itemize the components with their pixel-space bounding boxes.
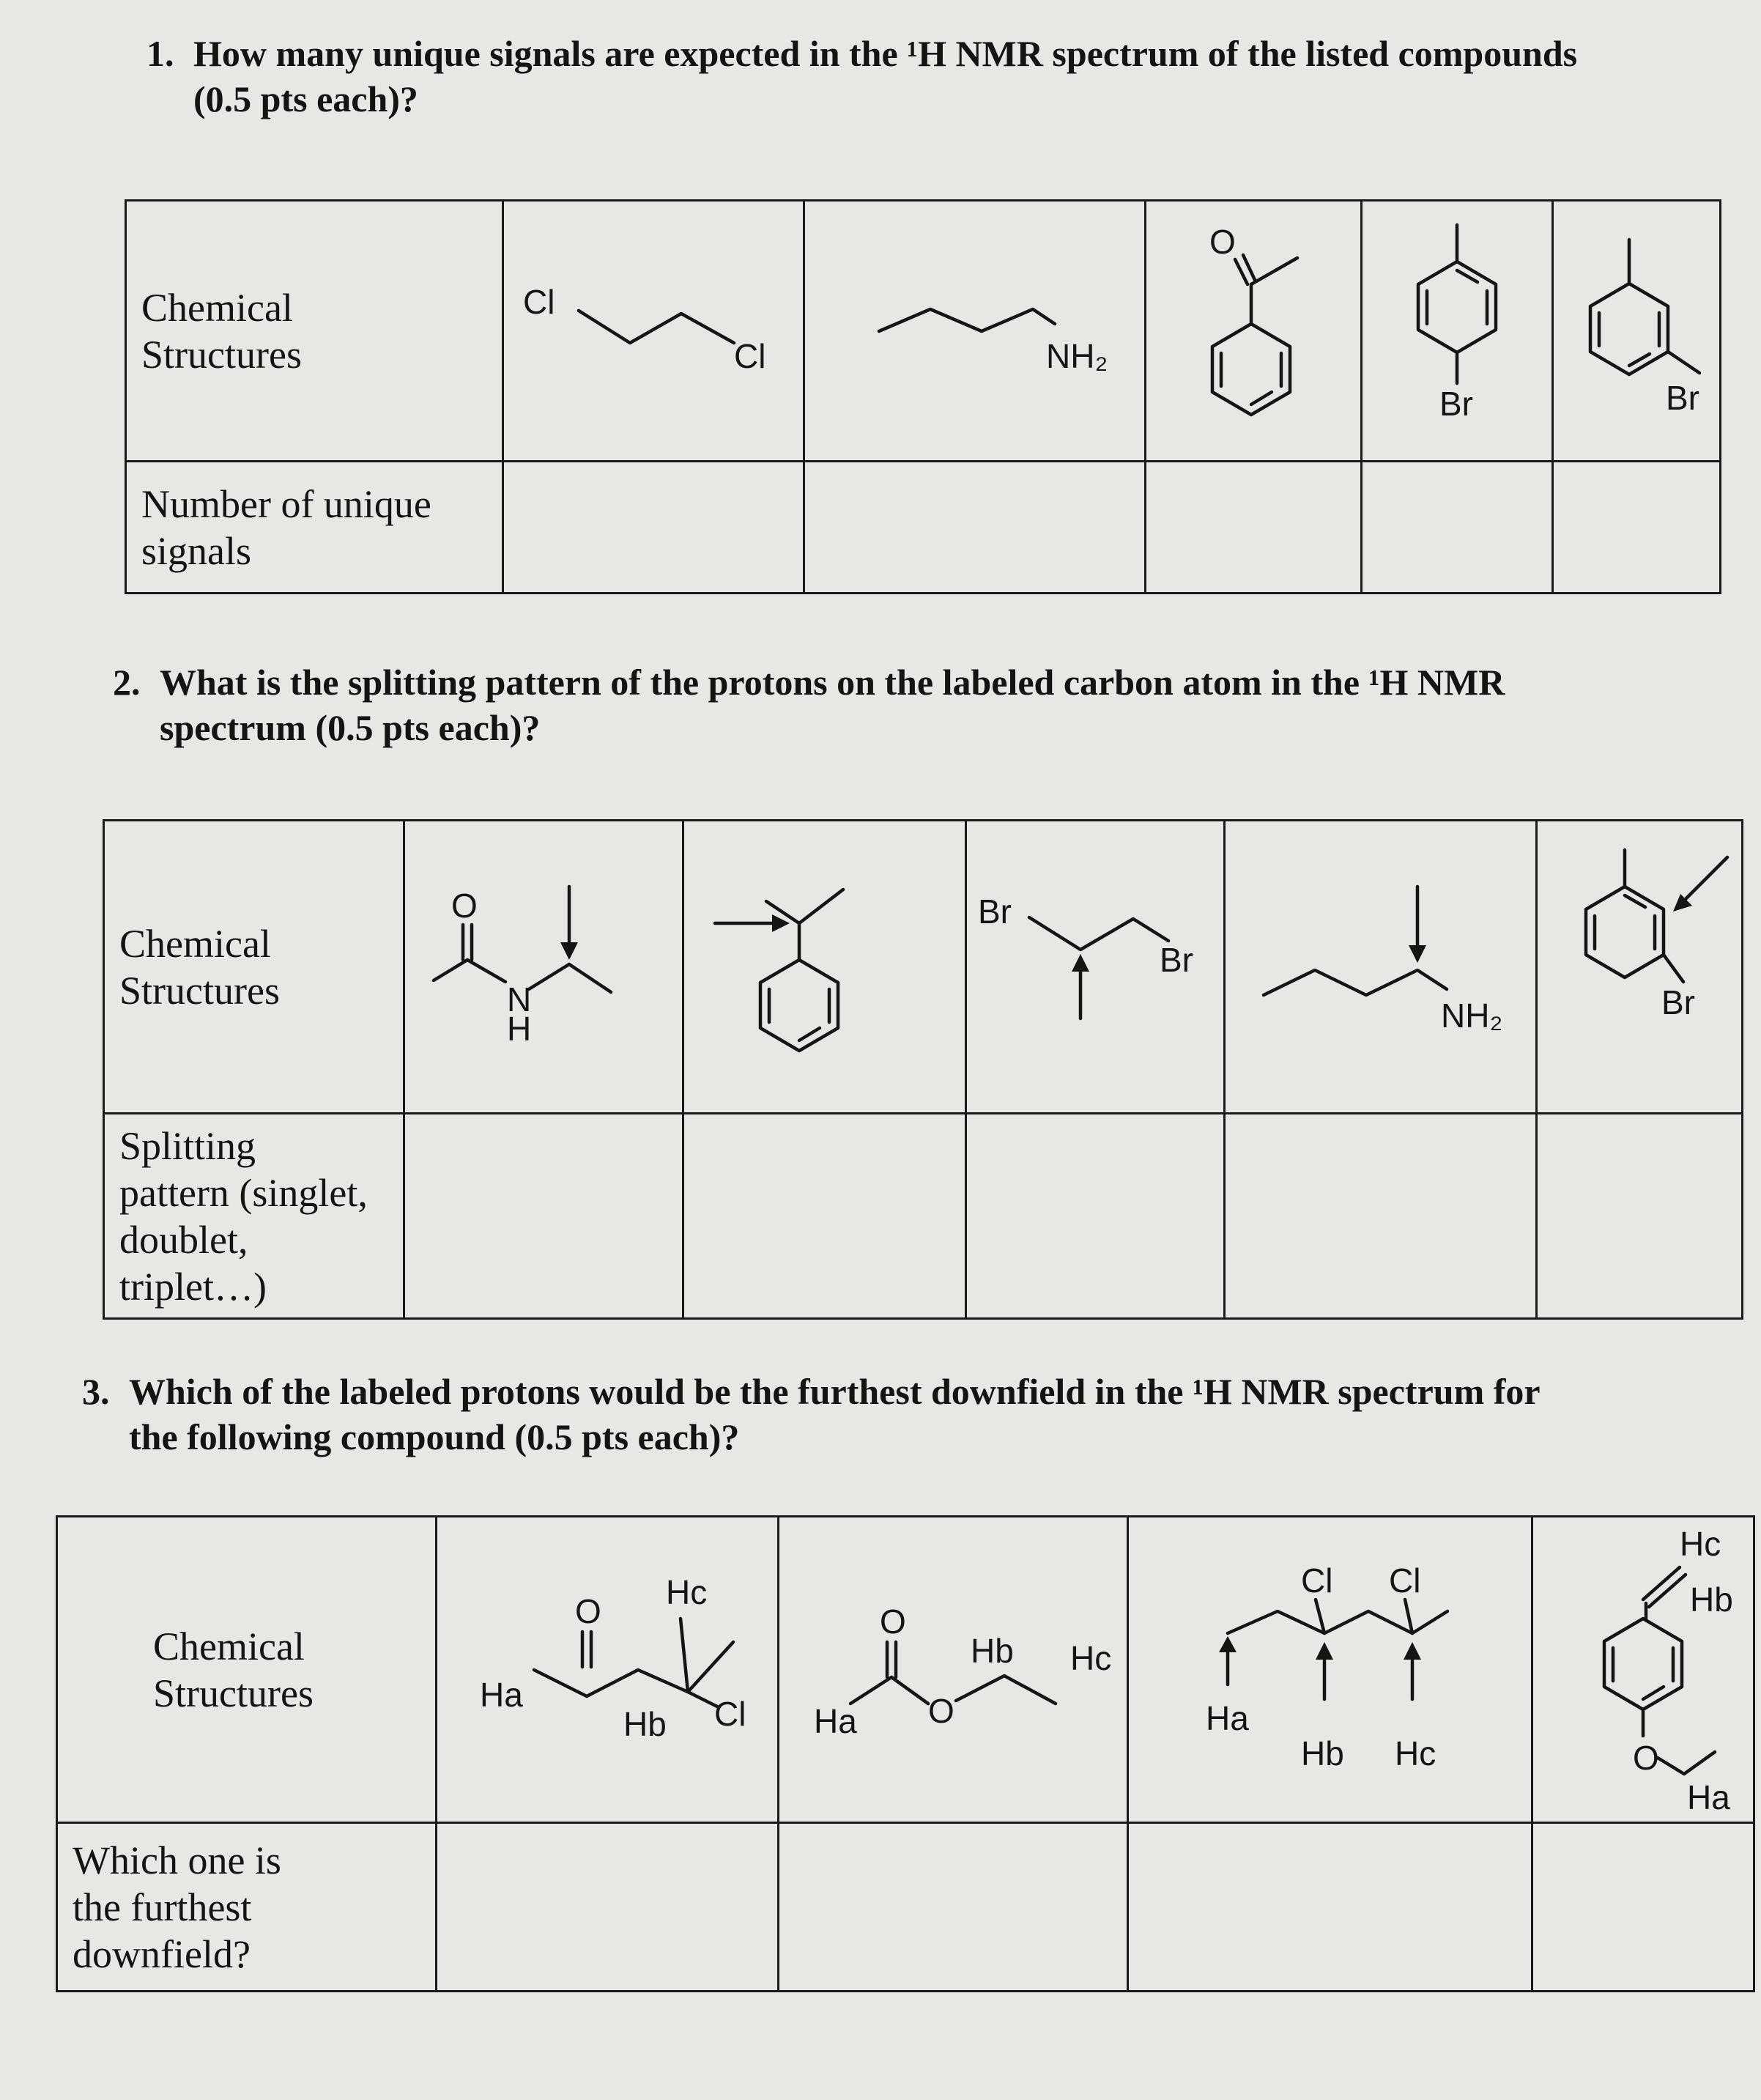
atom-label: Cl xyxy=(734,336,766,375)
atom-label: Br xyxy=(1439,384,1473,423)
atom-label: Hb xyxy=(970,1631,1014,1670)
atom-label: Ha xyxy=(479,1675,523,1714)
atom-label: O xyxy=(574,1591,601,1630)
answer-cell-2[interactable] xyxy=(804,462,1145,594)
structure-cell-3 xyxy=(1145,201,1361,462)
atom-label: Hc xyxy=(665,1572,708,1611)
answer-cell-5[interactable] xyxy=(1537,1114,1743,1319)
question-prompt: How many unique signals are expected in the ¹H NMR spectrum of the listed compounds xyxy=(193,33,1578,74)
q1-table xyxy=(125,199,1721,594)
structure-cell-3 xyxy=(965,821,1224,1114)
atom-label: Br xyxy=(1661,983,1696,1021)
molecule-1-dichloropropane xyxy=(514,273,793,390)
molecule-2-ethyl-acetate xyxy=(785,1560,1122,1780)
atom-label: Ha xyxy=(1687,1778,1730,1816)
molecule-5-bromotoluene-meta xyxy=(1556,210,1717,452)
row-label-structures: Chemical Structures xyxy=(57,1517,437,1823)
atom-label: Hb xyxy=(1300,1734,1344,1772)
atom-label: H xyxy=(507,1009,532,1048)
atom-label: O xyxy=(1633,1738,1659,1777)
answer-cell-3[interactable] xyxy=(965,1114,1224,1319)
atom-label: Hb xyxy=(623,1704,667,1743)
structure-cell-4 xyxy=(1225,821,1537,1114)
atom-label: Hc xyxy=(1680,1524,1721,1563)
molecule-4-butylamine xyxy=(1234,872,1527,1062)
answer-cell-1[interactable] xyxy=(503,462,804,594)
answer-cell-1[interactable] xyxy=(437,1823,778,1992)
answer-cell-4[interactable] xyxy=(1362,462,1552,594)
atom-label: Cl xyxy=(713,1694,746,1733)
structure-cell-4 xyxy=(1362,201,1552,462)
structure-cell-2 xyxy=(683,821,966,1114)
answer-cell-5[interactable] xyxy=(1552,462,1720,594)
atom-label: Br xyxy=(1160,940,1194,979)
structure-cell-5 xyxy=(1537,821,1743,1114)
structure-cell-1 xyxy=(404,821,683,1114)
molecule-5-bromotoluene xyxy=(1544,835,1735,1099)
q2-table xyxy=(103,819,1743,1320)
atom-label: Cl xyxy=(1300,1561,1333,1600)
answer-cell-2[interactable] xyxy=(683,1114,966,1319)
answer-cell-4[interactable] xyxy=(1225,1114,1537,1319)
molecule-1-chloroketone xyxy=(446,1560,768,1780)
question-prompt: Which of the labeled protons would be the furthest downfield in the ¹H NMR spectrum for xyxy=(129,1371,1541,1412)
molecule-2-isopropylbenzene xyxy=(693,857,957,1077)
structure-cell-2 xyxy=(804,201,1145,462)
atom-label: Hc xyxy=(1394,1734,1436,1772)
answer-cell-2[interactable] xyxy=(778,1823,1128,1992)
atom-label: Ha xyxy=(813,1701,857,1740)
atom-label: O xyxy=(927,1691,954,1730)
atom-label: Cl xyxy=(1388,1561,1421,1600)
atom-label: Br xyxy=(1665,378,1699,417)
molecule-3-acetophenone xyxy=(1165,221,1341,441)
question-number: 3. xyxy=(82,1371,110,1412)
atom-label: Br xyxy=(978,892,1012,931)
row-label-structures: Chemical Structures xyxy=(126,201,503,462)
atom-label: NH₂ xyxy=(1046,336,1108,375)
atom-label: NH₂ xyxy=(1440,996,1502,1035)
question-2 xyxy=(113,659,1710,750)
answer-cell-4[interactable] xyxy=(1532,1823,1754,1992)
question-number: 2. xyxy=(113,662,141,703)
question-prompt: What is the splitting pattern of the protons on the labeled carbon atom in the ¹H NMR xyxy=(160,662,1505,703)
atom-label: O xyxy=(1209,222,1236,261)
q3-table xyxy=(56,1515,1755,1992)
molecule-4-ethoxystyrene xyxy=(1533,1523,1753,1816)
molecule-3-dichlorohexane xyxy=(1140,1560,1521,1780)
atom-label: Ha xyxy=(1205,1698,1249,1737)
question-prompt-line2: (0.5 pts each)? xyxy=(193,78,418,119)
row-label-structures: Chemical Structures xyxy=(104,821,404,1114)
structure-cell-4 xyxy=(1532,1517,1754,1823)
row-label-splitting: Splitting pattern (singlet, doublet, triplet…) xyxy=(104,1114,404,1319)
atom-label: Cl xyxy=(523,282,555,321)
atom-label: Hc xyxy=(1069,1638,1112,1677)
structure-cell-2 xyxy=(778,1517,1128,1823)
answer-cell-3[interactable] xyxy=(1128,1823,1532,1992)
row-label-downfield: Which one is the furthest downfield? xyxy=(57,1823,437,1992)
structure-cell-1 xyxy=(503,201,804,462)
structure-cell-1 xyxy=(437,1517,778,1823)
answer-cell-3[interactable] xyxy=(1145,462,1361,594)
structure-cell-3 xyxy=(1128,1517,1532,1823)
question-number: 1. xyxy=(147,33,174,74)
atom-label: N xyxy=(507,980,532,1018)
structure-cell-5 xyxy=(1552,201,1720,462)
row-label-signals: Number of unique signals xyxy=(126,462,503,594)
molecule-3-dibromopropane xyxy=(971,872,1220,1062)
question-3 xyxy=(82,1369,1752,1460)
atom-label: Hb xyxy=(1690,1580,1733,1619)
question-1 xyxy=(147,31,1685,122)
answer-cell-1[interactable] xyxy=(404,1114,683,1319)
molecule-2-butylamine xyxy=(828,273,1121,390)
question-prompt-line2: spectrum (0.5 pts each)? xyxy=(160,707,541,748)
molecule-1-n-ethylacetamide xyxy=(419,872,668,1062)
atom-label: O xyxy=(879,1602,906,1641)
molecule-4-bromotoluene-para xyxy=(1376,210,1538,452)
question-prompt-line2: the following compound (0.5 pts each)? xyxy=(129,1416,740,1457)
atom-label: O xyxy=(451,886,478,925)
